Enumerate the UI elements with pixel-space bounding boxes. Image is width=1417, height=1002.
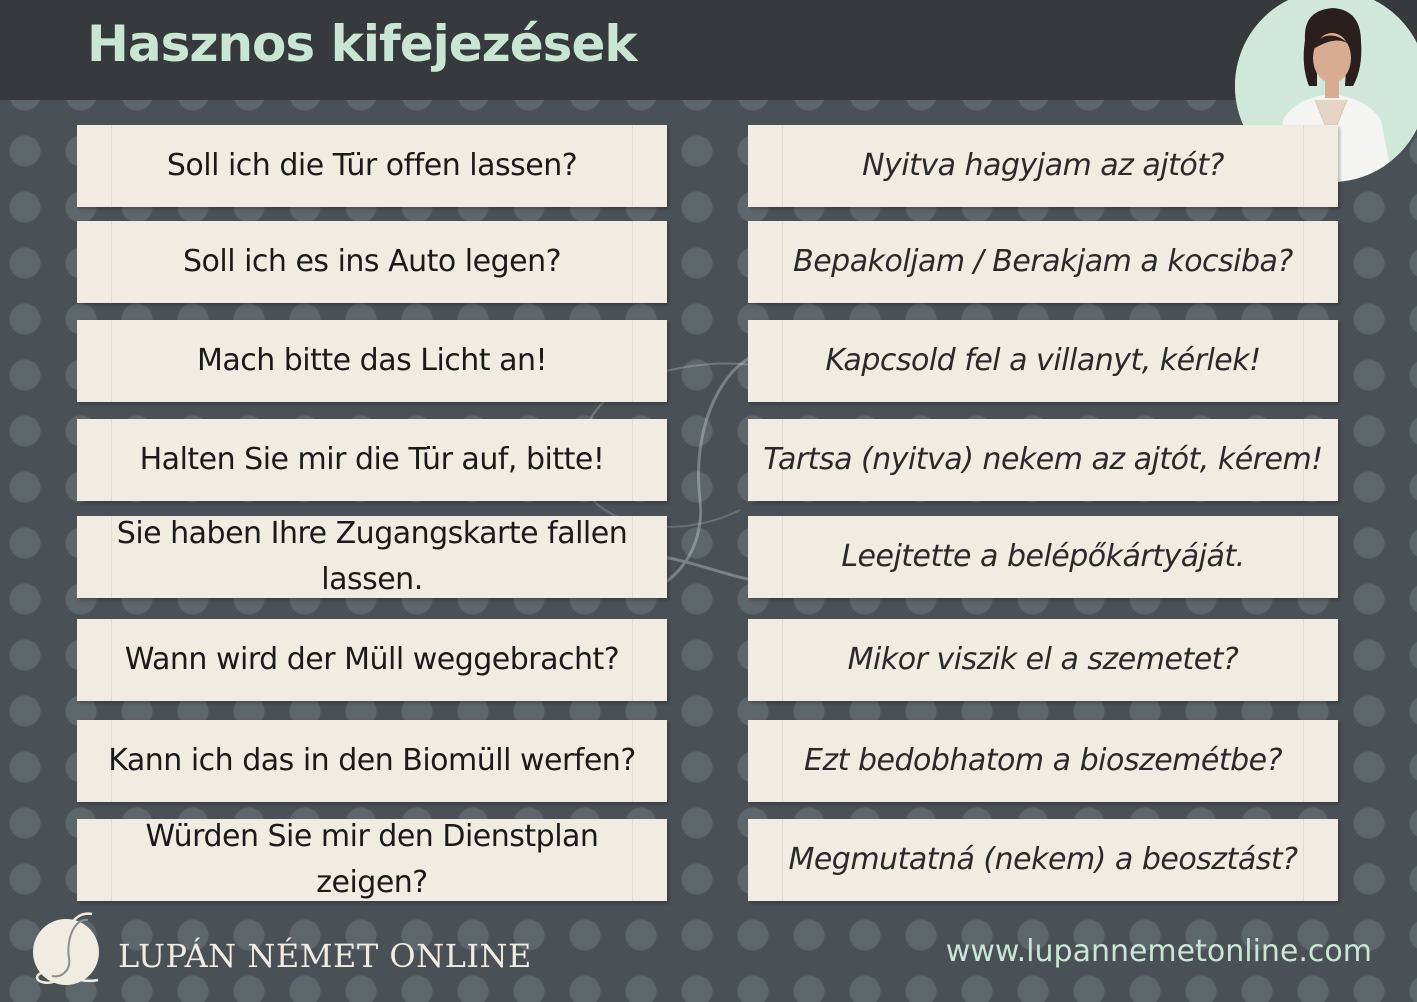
- phrase-german-1: Soll ich die Tür offen lassen?: [77, 125, 667, 207]
- website-link[interactable]: www.lupannemetonline.com: [945, 934, 1372, 969]
- phrase-hungarian-8: Megmutatná (nekem) a beosztást?: [748, 819, 1338, 901]
- phrase-hungarian-5: Leejtette a belépőkártyáját.: [748, 516, 1338, 598]
- phrase-german-5: Sie haben Ihre Zugangskarte fallen lassen.: [77, 516, 667, 598]
- phrase-german-7: Kann ich das in den Biomüll werfen?: [77, 720, 667, 802]
- script-l-logo-icon: [28, 908, 106, 990]
- phrase-german-4: Halten Sie mir die Tür auf, bitte!: [77, 419, 667, 501]
- phrase-hungarian-3: Kapcsold fel a villanyt, kérlek!: [748, 320, 1338, 402]
- page-title: Hasznos kifejezések: [87, 15, 637, 73]
- phrase-hungarian-1: Nyitva hagyjam az ajtót?: [748, 125, 1338, 207]
- phrase-german-6: Wann wird der Müll weggebracht?: [77, 619, 667, 701]
- phrase-hungarian-7: Ezt bedobhatom a bioszemétbe?: [748, 720, 1338, 802]
- phrase-german-8: Würden Sie mir den Dienstplan zeigen?: [77, 819, 667, 901]
- brand-name: LUPÁN NÉMET ONLINE: [118, 937, 532, 975]
- phrase-german-3: Mach bitte das Licht an!: [77, 320, 667, 402]
- header-bar: [0, 0, 1417, 100]
- phrase-german-2: Soll ich es ins Auto legen?: [77, 221, 667, 303]
- phrase-hungarian-4: Tartsa (nyitva) nekem az ajtót, kérem!: [748, 419, 1338, 501]
- phrase-hungarian-6: Mikor viszik el a szemetet?: [748, 619, 1338, 701]
- phrase-hungarian-2: Bepakoljam / Berakjam a kocsiba?: [748, 221, 1338, 303]
